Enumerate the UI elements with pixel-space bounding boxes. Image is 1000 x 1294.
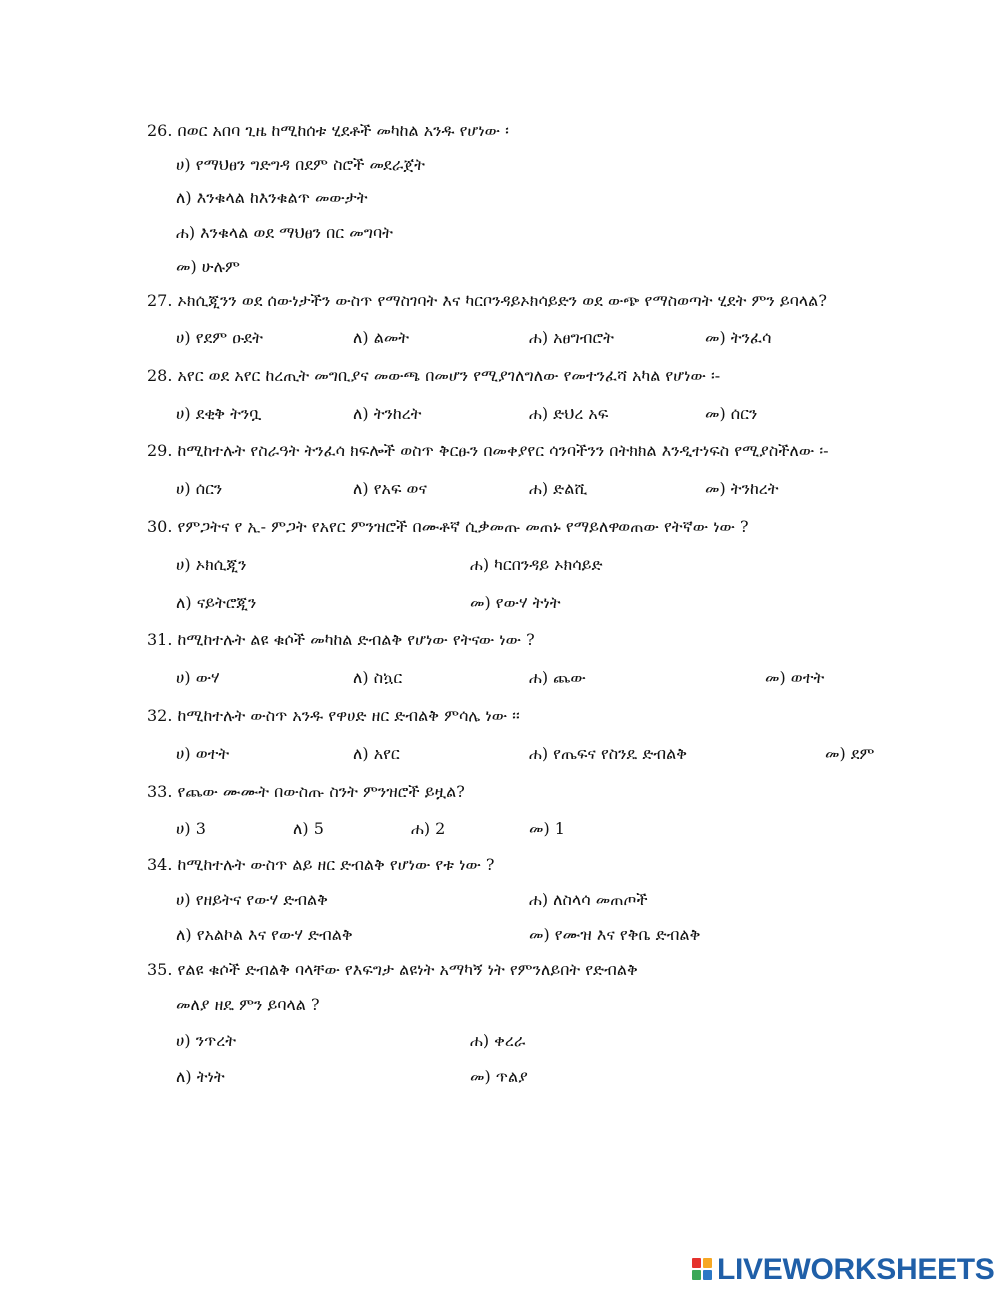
question-text: 28. አየር ወደ አየር ከረጢት መግቢያና መውጫ በመሆን የሚያገለግለው የመተንፈሻ አካል የሆነው ፡- (147, 366, 721, 385)
option-c[interactable]: ሐ) ጨው (529, 668, 586, 687)
question-text: 35. የልዩ ቁሶች ድብልቅ ባላቸው የእፍግታ ልዩነት አማካኝ ነት የምንለይበት የድብልቅ (147, 960, 638, 979)
option-a[interactable]: ሀ) ውሃ (176, 668, 220, 687)
option-c[interactable]: ሐ) እንቁላል ወደ ማህፀን በር መግባት (176, 223, 393, 242)
option-a[interactable]: ሀ) የዘይትና የውሃ ድብልቅ (176, 890, 328, 909)
question-text: 32. ከሚከተሉት ውስጥ አንዱ የዋሀድ ዘር ድብልቅ ምሳሌ ነው ፡፡ (147, 706, 520, 725)
option-d[interactable]: መ) የውሃ ትነት (470, 593, 561, 612)
option-b[interactable]: ለ) ናይትሮጂን (176, 593, 257, 612)
question-text-continued: መለያ ዘዴ ምን ይባላል ? (176, 995, 320, 1014)
option-a[interactable]: ሀ) 3 (176, 819, 206, 838)
option-a[interactable]: ሀ) ሰርን (176, 479, 223, 498)
option-a[interactable]: ሀ) ንጥረት (176, 1031, 237, 1050)
option-c[interactable]: ሐ) ለስላሳ መጠጦች (529, 890, 648, 909)
option-d[interactable]: መ) የሙዝ እና የቅቤ ድብልቅ (529, 925, 701, 944)
option-d[interactable]: መ) ሁሉም (176, 257, 240, 276)
option-a[interactable]: ሀ) ኦክሲጂን (176, 555, 247, 574)
option-c[interactable]: ሐ) የጤፍና የስንዴ ድብልቅ (529, 744, 687, 763)
option-c[interactable]: ሐ) ካርበንዳይ ኦክሳይድ (470, 555, 603, 574)
option-b[interactable]: ለ) የአልኮል እና የውሃ ድብልቅ (176, 925, 353, 944)
option-c[interactable]: ሐ) ድልሺ (529, 479, 588, 498)
option-b[interactable]: ለ) አየር (353, 744, 400, 763)
option-c[interactable]: ሐ) ቀረራ (470, 1031, 526, 1050)
option-d[interactable]: መ) ወተት (765, 668, 825, 687)
option-d[interactable]: መ) ትንፈሳ (705, 328, 772, 347)
option-b[interactable]: ለ) ትንከረት (353, 404, 422, 423)
option-d[interactable]: መ) ትንከረት (705, 479, 779, 498)
option-b[interactable]: ለ) ትነት (176, 1067, 225, 1086)
option-b[interactable]: ለ) ልመት (353, 328, 410, 347)
option-c[interactable]: ሐ) አፀግብሮት (529, 328, 614, 347)
option-b[interactable]: ለ) እንቁላል ከእንቁልጥ መውታት (176, 188, 368, 207)
logo-text: LIVEWORKSHEETS (717, 1253, 995, 1286)
option-a[interactable]: ሀ) የማህፀን ግድግዳ በደም ስሮች መደራጀት (176, 155, 425, 174)
question-text: 26. በወር አበባ ጊዜ ከሚከሰቱ ሂደቶች መካከል አንዱ የሆነው ፡ (147, 121, 509, 140)
option-a[interactable]: ሀ) የደም ዑደት (176, 328, 263, 347)
option-d[interactable]: መ) ደም (825, 744, 875, 763)
option-d[interactable]: መ) ሰርን (705, 404, 758, 423)
option-d[interactable]: መ) 1 (529, 819, 565, 838)
option-b[interactable]: ለ) የአፍ ወና (353, 479, 427, 498)
question-text: 29. ከሚከተሉት የስራዓት ትንፈሳ ክፍሎች ወስጥ ቅርፁን በመቀያየር ሳንባችንን በትክክል እንዲተነፍስ የሚያስችለው ፡- (147, 441, 829, 460)
option-a[interactable]: ሀ) ወተት (176, 744, 230, 763)
question-text: 31. ከሚከተሉት ልዩ ቁሶች መካከል ድብልቅ የሆነው የትናው ነው ? (147, 630, 535, 649)
option-d[interactable]: መ) ጥልያ (470, 1067, 528, 1086)
option-c[interactable]: ሐ) ድህረ አፍ (529, 404, 609, 423)
question-text: 33. የጨው ሙሙት በውስጡ ስንት ምንዝሮች ይዟል? (147, 782, 465, 801)
question-text: 27. ኦክሲጂንን ወደ ሰውነታችን ውስጥ የማስገባት እና ካርቦንዳይኦክሳይድን ወደ ውጭ የማስወጣት ሂደት ምን ይባላል? (147, 291, 827, 310)
option-c[interactable]: ሐ) 2 (411, 819, 446, 838)
question-text: 34. ከሚከተሉት ውስጥ ልይ ዘር ድብልቅ የሆነው የቱ ነው ? (147, 855, 495, 874)
question-text: 30. የምጋትና የ ኢ- ምጋት የአየር ምንዝሮች በሙቶኛ ሲቃመጡ መጠኑ የማይለዋወጠው የትኛው ነው ? (147, 517, 749, 536)
logo-grid-icon (692, 1258, 714, 1282)
liveworksheets-logo (692, 1253, 995, 1287)
option-b[interactable]: ለ) ስኳር (353, 668, 403, 687)
option-a[interactable]: ሀ) ደቂቅ ትንቧ (176, 404, 262, 423)
option-b[interactable]: ለ) 5 (293, 819, 324, 838)
